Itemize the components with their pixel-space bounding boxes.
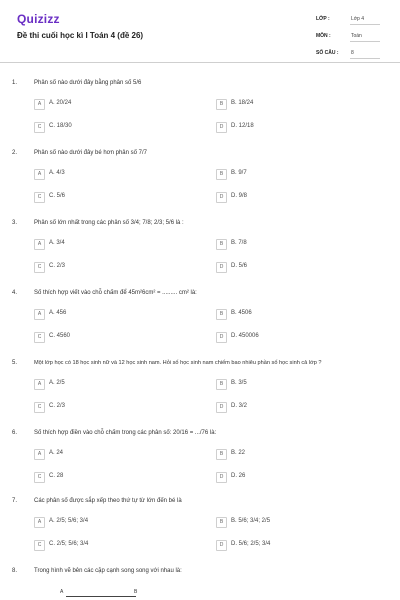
question-text: Phân số lớn nhất trong các phân số 3/4; 7/8; 2/3; 5/6 là :	[34, 220, 184, 226]
option-letter: A	[34, 449, 45, 460]
option-letter: D	[216, 540, 227, 551]
option-text: D. 12/18	[231, 123, 254, 129]
option-letter: C	[34, 402, 45, 413]
option-letter: A	[34, 379, 45, 390]
question-text: Trong hình vẽ bên các cặp cạnh song song với nhau là:	[34, 568, 182, 574]
option-text: A. 456	[49, 310, 67, 316]
option-letter: D	[216, 472, 227, 483]
question-text: Số thích hợp điền vào chỗ chấm trong các phân số: 20/16 = .../76 là:	[34, 430, 217, 436]
question-text: Số thích hợp viết vào chỗ chấm để 45m²6cm² = ......... cm² là:	[34, 290, 197, 296]
option-letter: C	[34, 540, 45, 551]
question-number: 4.	[12, 290, 18, 296]
socau-value: 8	[350, 50, 380, 59]
option-letter: D	[216, 192, 227, 203]
option-letter: A	[34, 169, 45, 180]
option-text: B. 22	[231, 450, 246, 456]
option-letter: C	[34, 332, 45, 343]
option-letter: A	[34, 517, 45, 528]
option-letter: D	[216, 122, 227, 133]
option-text: B. 5/6; 3/4; 2/5	[231, 518, 271, 524]
option-letter: B	[216, 99, 227, 110]
option-letter: A	[34, 309, 45, 320]
option-letter: A	[34, 99, 45, 110]
option-text: C. 4560	[49, 333, 71, 339]
option-text: D. 3/2	[231, 403, 248, 409]
option-text: B. 18/24	[231, 100, 254, 106]
option-letter: D	[216, 332, 227, 343]
option-text: A. 20/24	[49, 100, 72, 106]
option-letter: A	[34, 239, 45, 250]
quizizz-logo: Quizizz	[17, 12, 60, 26]
option-text: A. 3/4	[49, 240, 65, 246]
option-text: C. 2/5; 5/6; 3/4	[49, 541, 89, 547]
option-letter: D	[216, 402, 227, 413]
option-letter: C	[34, 262, 45, 273]
question-text: Phân số nào dưới đây bằng phân số 5/6	[34, 80, 142, 86]
option-text: B. 9/7	[231, 170, 247, 176]
worksheet-header	[0, 0, 400, 63]
option-letter: B	[216, 449, 227, 460]
option-text: A. 2/5	[49, 380, 65, 386]
option-text: C. 2/3	[49, 403, 66, 409]
lop-value: Lớp 4	[350, 16, 380, 25]
option-text: C. 2/3	[49, 263, 66, 269]
question-number: 1.	[12, 80, 18, 86]
option-letter: C	[34, 192, 45, 203]
option-text: A. 24	[49, 450, 64, 456]
option-text: C. 28	[49, 473, 64, 479]
option-text: D. 5/6	[231, 263, 248, 269]
option-text: B. 4506	[231, 310, 252, 316]
option-letter: D	[216, 262, 227, 273]
socau-label: SỐ CÂU :	[316, 50, 339, 56]
info-row-mon	[316, 31, 386, 48]
option-letter: B	[216, 309, 227, 320]
worksheet-info	[316, 14, 386, 65]
option-text: D. 450006	[231, 333, 259, 339]
question-number: 8.	[12, 568, 18, 574]
option-letter: B	[216, 517, 227, 528]
option-letter: C	[34, 122, 45, 133]
option-letter: B	[216, 379, 227, 390]
question-text: Phân số nào dưới đây bé hơn phân số 7/7	[34, 150, 147, 156]
mon-value: Toán	[350, 33, 380, 42]
question-text: Một lớp học có 18 học sinh nữ và 12 học sinh nam. Hỏi số học sinh nam chiếm bao nhiêu phần số học sinh cả lớp ?	[34, 360, 322, 366]
lop-label: LỚP :	[316, 16, 330, 22]
info-row-lop	[316, 14, 386, 31]
segment-ab	[66, 596, 136, 597]
option-letter: B	[216, 239, 227, 250]
question-number: 7.	[12, 498, 18, 504]
question-number: 3.	[12, 220, 18, 226]
question-number: 6.	[12, 430, 18, 436]
option-letter: C	[34, 472, 45, 483]
option-text: A. 2/5; 5/6; 3/4	[49, 518, 89, 524]
option-text: A. 4/3	[49, 170, 65, 176]
geometry-figure	[58, 588, 138, 600]
option-letter: B	[216, 169, 227, 180]
option-text: D. 5/6; 2/5; 3/4	[231, 541, 271, 547]
option-text: D. 9/8	[231, 193, 248, 199]
question-number: 5.	[12, 360, 18, 366]
mon-label: MÔN :	[316, 33, 331, 39]
option-text: D. 26	[231, 473, 246, 479]
option-text: C. 5/6	[49, 193, 66, 199]
option-text: B. 7/8	[231, 240, 247, 246]
info-row-socau	[316, 48, 386, 65]
question-number: 2.	[12, 150, 18, 156]
option-text: C. 18/30	[49, 123, 72, 129]
point-a-label: A	[60, 589, 64, 595]
question-text: Các phân số được sắp xếp theo thứ tự từ lớn đến bé là	[34, 498, 182, 504]
option-text: B. 3/5	[231, 380, 247, 386]
point-b-label: B	[134, 589, 138, 595]
worksheet-title: Đề thi cuối học kì I Toán 4 (đề 26)	[17, 31, 144, 40]
